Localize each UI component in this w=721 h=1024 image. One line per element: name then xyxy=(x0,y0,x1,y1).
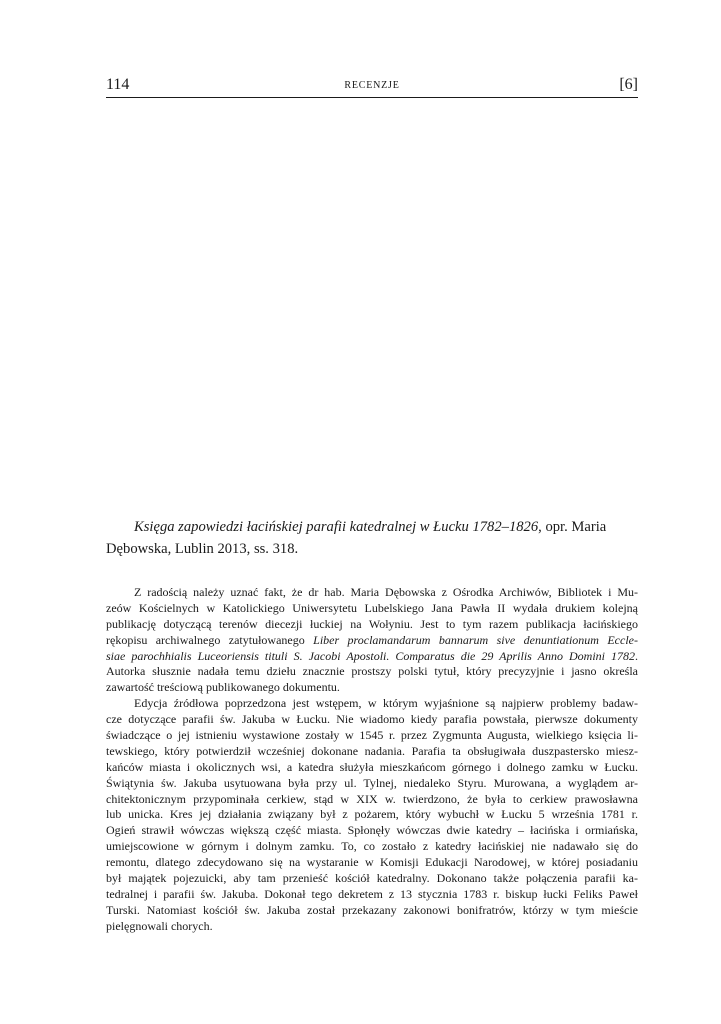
body-line: Autorka słusznie nadała temu dziełu znacznie prostszy polski tytuł, który precyzyjnie i jasno określa xyxy=(106,664,638,679)
review-body xyxy=(106,585,638,935)
body-text-run: . xyxy=(635,648,638,663)
body-line: publikację dotyczącą terenów diecezji łuckiej na Wołyniu. Jest to tym razem publikacja łacińskiego xyxy=(106,616,638,631)
body-line: tewskiego, który potwierdził wcześniej dokonane nadania. Parafia ta obsługiwała duszpastersko miesz- xyxy=(106,743,638,758)
latin-title-run: siae parochhialis Luceoriensis tituli S. Jacobi Apostoli. Comparatus die 29 Aprilis Anno Domini 1782 xyxy=(106,648,635,663)
body-line: chitektonicznym przypominała cerkiew, stąd w XIX w. twierdzono, że była to cerkiew prawosławna xyxy=(106,791,638,806)
body-line: tedralnej i parafii św. Jakuba. Dokonał tego dekretem z 13 stycznia 1783 r. biskup łucki Feliks Paweł xyxy=(106,886,638,901)
reviewed-book-title: Księga zapowiedzi łacińskiej parafii katedralnej w Łucku 1782–1826 xyxy=(134,519,539,535)
page-number: 114 xyxy=(106,76,130,93)
body-line: był majątek pojezuicki, aby tam przenieść kościół katedralny. Dokonano także połączenia parafii ka- xyxy=(106,871,638,886)
body-line: lub unicka. Kres jej działania związany był z pożarem, który wybuchł w Łucku 5 września 1781 r. xyxy=(106,807,638,822)
body-line: świadczące o jej istnieniu wystawione zostały w 1545 r. przez Zygmunta Augusta, wielkiego księcia li- xyxy=(106,728,638,743)
body-line xyxy=(106,649,638,665)
body-line: zeów Kościelnych w Katolickiego Uniwersytetu Lubelskiego Jana Pawła II wydała drukiem kolejną xyxy=(106,600,638,615)
body-line: pielęgnowali chorych. xyxy=(106,918,213,933)
body-line: Turski. Natomiast kościół św. Jakuba został przekazany zakonowi bonifratrów, którzy w tym mieście xyxy=(106,902,638,917)
body-line: remontu, dlatego zdecydowano się na wystaranie w Komisji Edukacji Narodowej, w której posiadaniu xyxy=(106,855,638,870)
review-citation xyxy=(106,516,638,560)
header-rule xyxy=(106,97,638,98)
body-line xyxy=(106,633,638,649)
body-line: zawartość treściową publikowanego dokumentu. xyxy=(106,680,340,695)
latin-title-run: Liber proclamandarum bannarum sive denuntiationum Eccle- xyxy=(313,632,638,647)
page-index: [6] xyxy=(619,76,638,93)
body-line: Ogień strawił wówczas większą część miasta. Spłonęły wówczas dwie katedry – łacińska i ormiańska, xyxy=(106,823,638,838)
citation-details: , opr. Maria xyxy=(538,519,607,535)
body-line: Świątynia św. Jakuba usytuowana była przy ul. Tylnej, niedaleko Styru. Murowana, a wyglądem ar- xyxy=(106,775,638,790)
body-line: umiejscowione w górnym i dolnym zamku. To, co zostało z katedry łacińskiej nie nadawało się do xyxy=(106,839,638,854)
citation-details-line2: Dębowska, Lublin 2013, ss. 318. xyxy=(106,541,299,557)
section-title: RECENZJE xyxy=(344,80,400,91)
body-text-run: rękopisu archiwalnego zatytułowanego xyxy=(106,632,314,647)
body-line: Edycja źródłowa poprzedzona jest wstępem, w którym wyjaśnione są najpierw problemy badaw- xyxy=(134,696,638,711)
body-line: cze dotyczące parafii św. Jakuba w Łucku. Nie wiadomo kiedy parafia powstała, pierwsze dokumenty xyxy=(106,712,638,727)
body-line: kańców miasta i okolicznych wsi, a katedra służyła mieszkańcom górnego i dolnego zamku w Łucku. xyxy=(106,759,638,774)
body-line: Z radością należy uznać fakt, że dr hab. Maria Dębowska z Ośrodka Archiwów, Bibliotek i Mu- xyxy=(134,585,638,599)
running-header xyxy=(106,76,638,98)
